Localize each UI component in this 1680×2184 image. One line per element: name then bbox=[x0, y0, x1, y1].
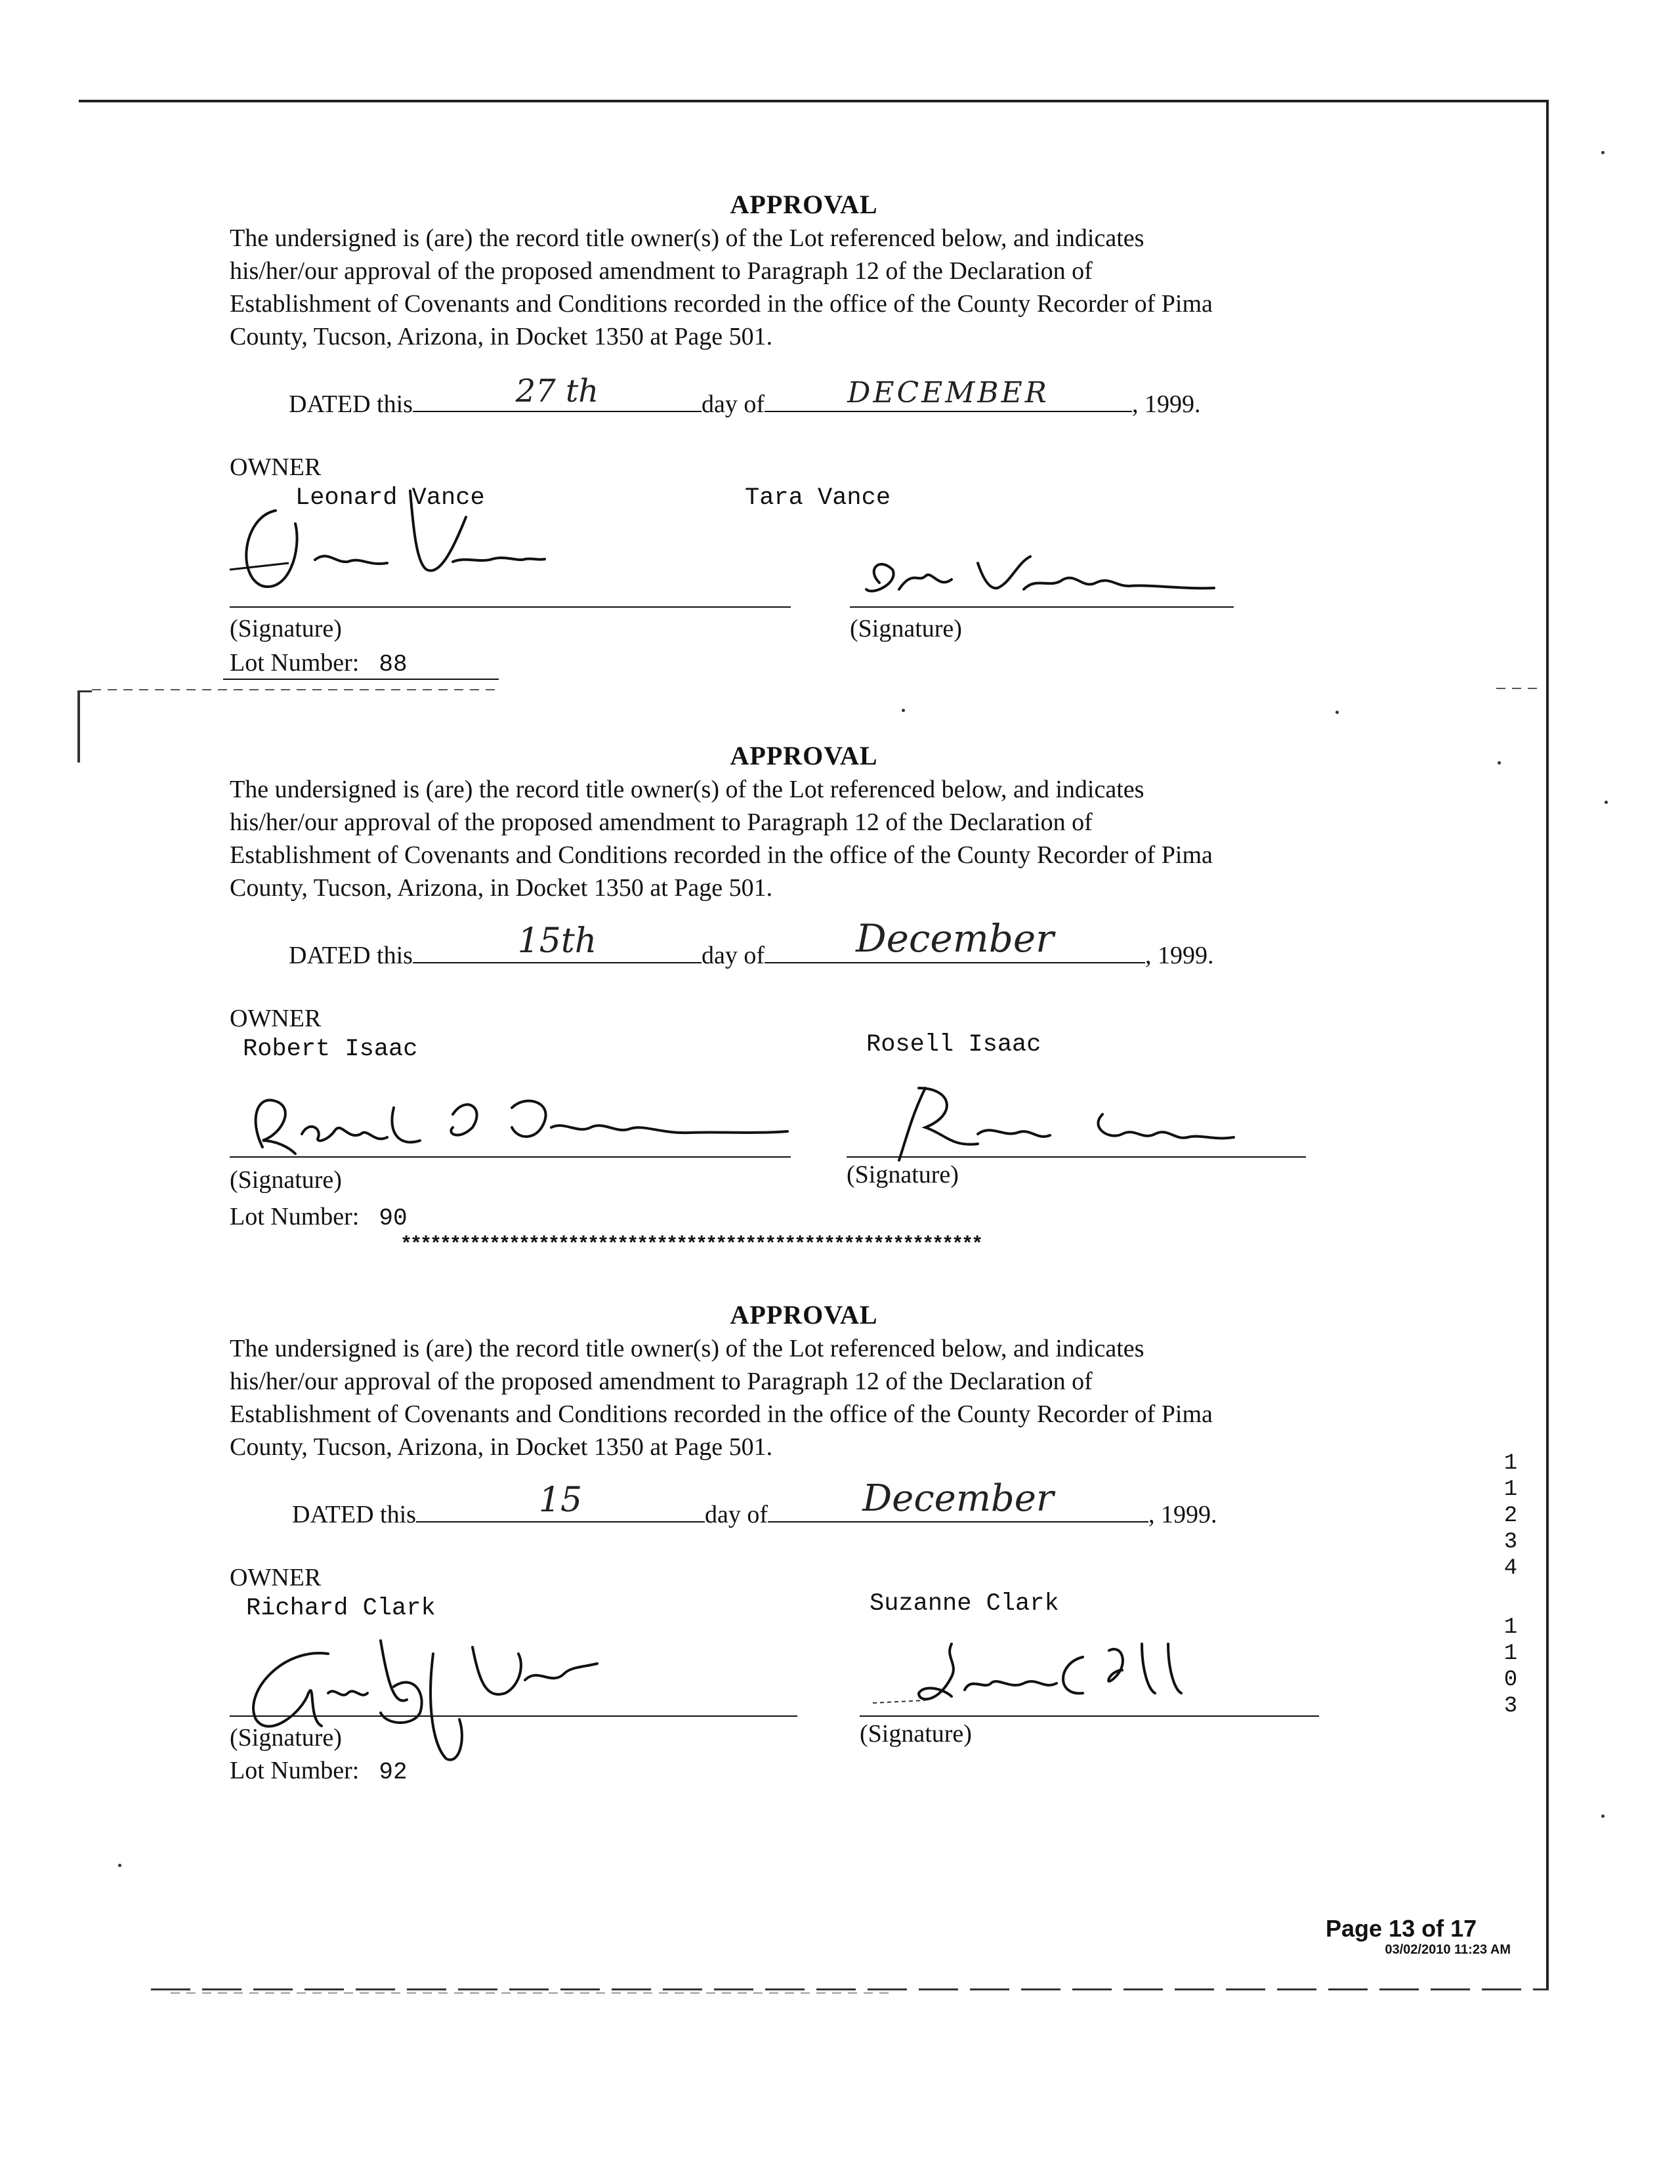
day-field bbox=[413, 373, 702, 412]
scan-dash-line bbox=[1496, 688, 1542, 689]
separator-stars: *********************************************************** bbox=[400, 1234, 982, 1256]
scan-mark bbox=[77, 690, 80, 763]
scan-mark bbox=[77, 690, 92, 692]
scan-speck bbox=[1498, 761, 1501, 765]
paragraph-line: Establishment of Covenants and Conditions recorded in the office of the County Recorder of Pima bbox=[230, 1400, 1213, 1428]
lot-number bbox=[230, 648, 408, 678]
scan-speck bbox=[1335, 711, 1339, 714]
owner1-typed-name: Robert Isaac bbox=[243, 1036, 418, 1063]
dated-prefix: DATED this bbox=[289, 942, 413, 969]
day-of-label: day of bbox=[704, 1501, 768, 1528]
lot-value: 92 bbox=[379, 1759, 408, 1786]
fax-border-top bbox=[79, 100, 1549, 102]
handwritten-month: December bbox=[856, 916, 1054, 961]
year-label: , 1999. bbox=[1148, 1501, 1217, 1528]
owner2-signature bbox=[853, 543, 1221, 616]
paragraph-line: The undersigned is (are) the record title owner(s) of the Lot referenced below, and indicates bbox=[230, 1335, 1144, 1362]
docket-digit: 0 bbox=[1503, 1668, 1518, 1692]
owner1-signature bbox=[217, 478, 610, 602]
owner2-signature-line bbox=[850, 606, 1234, 608]
dated-line bbox=[289, 373, 1201, 419]
day-field bbox=[413, 921, 702, 963]
dated-line bbox=[289, 916, 1214, 970]
owner2-signature-label: (Signature) bbox=[847, 1161, 959, 1188]
scan-speck bbox=[1605, 801, 1608, 804]
docket-digit: 1 bbox=[1503, 1451, 1518, 1476]
handwritten-month: December bbox=[862, 1477, 1054, 1520]
handwritten-day: 27 th bbox=[515, 373, 599, 410]
lot-label: Lot Number: bbox=[230, 1203, 360, 1230]
owner1-signature-label: (Signature) bbox=[230, 1166, 342, 1194]
owner2-signature-label: (Signature) bbox=[850, 615, 962, 642]
lot-value: 88 bbox=[379, 651, 408, 678]
fax-border-bottom bbox=[151, 1988, 1549, 1990]
owner2-signature-line bbox=[847, 1156, 1306, 1158]
day-of-label: day of bbox=[701, 390, 765, 418]
owner2-typed-name: Tara Vance bbox=[745, 484, 891, 512]
owner1-signature-label: (Signature) bbox=[230, 1724, 342, 1752]
owner1-signature bbox=[236, 1082, 801, 1167]
approval-paragraph bbox=[230, 222, 1378, 353]
paragraph-line: County, Tucson, Arizona, in Docket 1350 at Page 501. bbox=[230, 1433, 773, 1461]
owner1-signature-line bbox=[230, 1715, 797, 1717]
paragraph-line: his/her/our approval of the proposed amendment to Paragraph 12 of the Declaration of bbox=[230, 808, 1093, 836]
docket-digit: 4 bbox=[1503, 1556, 1518, 1581]
lot-number bbox=[230, 1756, 408, 1786]
scan-dash-line bbox=[92, 689, 499, 690]
lot-label: Lot Number: bbox=[230, 1757, 360, 1784]
lot-underline bbox=[223, 679, 499, 680]
docket-digit: 2 bbox=[1503, 1503, 1518, 1528]
day-field bbox=[416, 1480, 705, 1522]
paragraph-line: Establishment of Covenants and Conditions recorded in the office of the County Recorder of Pima bbox=[230, 841, 1213, 869]
approval-heading: APPROVAL bbox=[730, 741, 878, 770]
owner2-signature-line bbox=[860, 1715, 1319, 1717]
owner-label: OWNER bbox=[230, 1564, 322, 1591]
docket-stamp bbox=[1498, 1450, 1524, 1719]
month-field bbox=[768, 1477, 1148, 1522]
owner2-signature bbox=[860, 1631, 1267, 1723]
docket-digit: 1 bbox=[1503, 1477, 1518, 1502]
paragraph-line: Establishment of Covenants and Conditions recorded in the office of the County Recorder of Pima bbox=[230, 290, 1213, 318]
approval-heading: APPROVAL bbox=[730, 1300, 878, 1330]
dated-prefix: DATED this bbox=[289, 390, 413, 418]
owner1-typed-name: Richard Clark bbox=[246, 1595, 436, 1622]
docket-digit: 1 bbox=[1503, 1615, 1518, 1640]
owner1-typed-name: Leonard Vance bbox=[295, 484, 485, 512]
owner2-typed-name: Rosell Isaac bbox=[866, 1031, 1041, 1059]
owner-label: OWNER bbox=[230, 453, 322, 481]
month-field bbox=[765, 916, 1145, 963]
fax-border-right bbox=[1546, 100, 1549, 1990]
approval-paragraph bbox=[230, 1332, 1378, 1463]
owner2-signature bbox=[847, 1075, 1319, 1167]
handwritten-month: DECEMBER bbox=[847, 376, 1049, 410]
paragraph-line: his/her/our approval of the proposed amendment to Paragraph 12 of the Declaration of bbox=[230, 257, 1093, 285]
handwritten-day: 15 bbox=[538, 1480, 583, 1520]
page-number: Page 13 of 17 bbox=[1326, 1915, 1477, 1942]
paragraph-line: County, Tucson, Arizona, in Docket 1350 at Page 501. bbox=[230, 323, 773, 350]
owner2-signature-label: (Signature) bbox=[860, 1720, 972, 1748]
approval-heading: APPROVAL bbox=[730, 190, 878, 219]
owner1-signature-line bbox=[230, 606, 791, 608]
year-label: , 1999. bbox=[1131, 390, 1201, 418]
scan-speck bbox=[118, 1864, 121, 1867]
paragraph-line: his/her/our approval of the proposed amendment to Paragraph 12 of the Declaration of bbox=[230, 1368, 1093, 1395]
owner1-signature-label: (Signature) bbox=[230, 615, 342, 642]
lot-number bbox=[230, 1202, 408, 1232]
paragraph-line: The undersigned is (are) the record title owner(s) of the Lot referenced below, and indicates bbox=[230, 776, 1144, 803]
scan-dash-line bbox=[171, 1992, 892, 1994]
handwritten-day: 15th bbox=[517, 921, 597, 961]
scan-speck bbox=[1601, 151, 1605, 154]
dated-prefix: DATED this bbox=[292, 1501, 416, 1528]
fax-timestamp: 03/02/2010 11:23 AM bbox=[1385, 1942, 1511, 1957]
month-field bbox=[765, 376, 1132, 412]
lot-label: Lot Number: bbox=[230, 649, 360, 677]
lot-value: 90 bbox=[379, 1205, 408, 1232]
dated-line bbox=[292, 1477, 1217, 1529]
scan-speck bbox=[1601, 1815, 1605, 1818]
owner2-typed-name: Suzanne Clark bbox=[870, 1590, 1059, 1618]
owner1-signature-line bbox=[230, 1156, 791, 1158]
paragraph-line: The undersigned is (are) the record title owner(s) of the Lot referenced below, and indicates bbox=[230, 224, 1144, 252]
scan-speck bbox=[902, 709, 905, 712]
day-of-label: day of bbox=[701, 942, 765, 969]
approval-paragraph bbox=[230, 773, 1378, 904]
docket-digit: 3 bbox=[1503, 1530, 1518, 1555]
paragraph-line: County, Tucson, Arizona, in Docket 1350 at Page 501. bbox=[230, 874, 773, 902]
docket-digit: 3 bbox=[1503, 1694, 1518, 1719]
year-label: , 1999. bbox=[1144, 942, 1214, 969]
docket-digit: 1 bbox=[1503, 1641, 1518, 1666]
owner-label: OWNER bbox=[230, 1005, 322, 1032]
